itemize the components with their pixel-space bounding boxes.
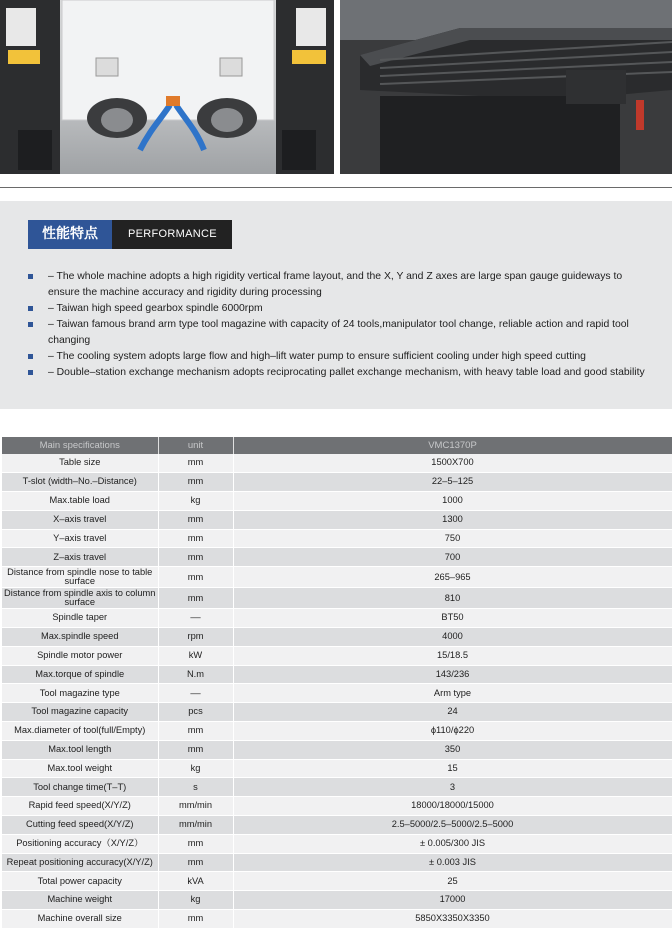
spec-name: Machine overall size [2,910,158,929]
spec-value: 15/18.5 [233,646,672,665]
table-row [2,722,672,741]
spec-value: ± 0.003 JIS [233,853,672,872]
spec-unit: mm [158,834,233,853]
spec-unit: –– [158,609,233,628]
table-row [2,853,672,872]
table-row [2,740,672,759]
spec-name: Total power capacity [2,872,158,891]
spec-unit: kVA [158,872,233,891]
table-row [2,872,672,891]
spec-value: ± 0.005/300 JIS [233,834,672,853]
table-row [2,454,672,473]
spindle-photo [0,0,334,174]
table-row [2,628,672,647]
spec-name: Spindle motor power [2,646,158,665]
spec-value: Arm type [233,684,672,703]
spec-unit: kg [158,759,233,778]
spec-value: 350 [233,740,672,759]
table-row [2,834,672,853]
spec-name: X–axis travel [2,510,158,529]
spec-value: 143/236 [233,665,672,684]
table-row [2,510,672,529]
spec-name: Distance from spindle nose to table surface [2,567,158,588]
spec-unit: kg [158,492,233,511]
pallet-illustration [340,0,672,174]
spec-name: Distance from spindle axis to column surface [2,588,158,609]
spec-name: Max.tool length [2,740,158,759]
table-row [2,473,672,492]
table-row [2,759,672,778]
spec-value: 24 [233,703,672,722]
performance-section [0,201,672,409]
spec-value: 810 [233,588,672,609]
spec-value: 18000/18000/15000 [233,797,672,816]
spec-name: Cutting feed speed(X/Y/Z) [2,816,158,835]
spec-value: 265–965 [233,567,672,588]
spec-unit: pcs [158,703,233,722]
spec-name: Y–axis travel [2,529,158,548]
spec-name: Tool magazine type [2,684,158,703]
spec-unit: mm [158,567,233,588]
table-row [2,684,672,703]
performance-title-cn: 性能特点 [28,220,112,249]
spec-value: 15 [233,759,672,778]
spec-name: Positioning accuracy（X/Y/Z） [2,834,158,853]
spec-unit: mm/min [158,816,233,835]
spec-name: Max.table load [2,492,158,511]
spec-unit: mm [158,473,233,492]
spec-name: Spindle taper [2,609,158,628]
spec-value: 17000 [233,891,672,910]
table-row [2,778,672,797]
spec-value: BT50 [233,609,672,628]
spec-unit: mm/min [158,797,233,816]
spec-name: Tool magazine capacity [2,703,158,722]
spec-value: ϕ110/ϕ220 [233,722,672,741]
spec-name: Tool change time(T–T) [2,778,158,797]
table-row [2,816,672,835]
spec-value: 22–5–125 [233,473,672,492]
spec-value: 25 [233,872,672,891]
spec-name: Max.diameter of tool(full/Empty) [2,722,158,741]
performance-item: – The whole machine adopts a high rigidity vertical frame layout, and the X, Y and Z axes are large span gauge guideways to ensure the machine accuracy and rigidity during processing [28,269,650,301]
spec-name: Max.tool weight [2,759,158,778]
spec-value: 1500X700 [233,454,672,473]
spec-name: Rapid feed speed(X/Y/Z) [2,797,158,816]
table-row [2,910,672,929]
spec-value: 4000 [233,628,672,647]
spec-value: 3 [233,778,672,797]
table-row [2,609,672,628]
spec-unit: mm [158,588,233,609]
table-row [2,646,672,665]
spec-value: 2.5–5000/2.5–5000/2.5–5000 [233,816,672,835]
spec-unit: mm [158,722,233,741]
spindle-illustration [0,0,334,174]
performance-item: – Taiwan famous brand arm type tool magazine with capacity of 24 tools,manipulator tool change, reliable action and rapid tool changing [28,317,650,349]
spec-unit: s [158,778,233,797]
spec-name: Repeat positioning accuracy(X/Y/Z) [2,853,158,872]
spec-header-model: VMC1370P [233,437,672,454]
table-row [2,567,672,588]
pallet-photo [340,0,672,174]
spec-table [2,437,672,929]
spec-name: Table size [2,454,158,473]
spec-unit: mm [158,510,233,529]
spec-unit: –– [158,684,233,703]
table-row [2,548,672,567]
section-divider [0,187,672,188]
spec-name: Z–axis travel [2,548,158,567]
table-row [2,665,672,684]
spec-name: Max.torque of spindle [2,665,158,684]
spec-value: 1300 [233,510,672,529]
spec-unit: kW [158,646,233,665]
performance-title-en: PERFORMANCE [112,220,232,249]
spec-header-name: Main specifications [2,437,158,454]
spec-unit: mm [158,529,233,548]
spec-value: 5850X3350X3350 [233,910,672,929]
spec-value: 700 [233,548,672,567]
table-row [2,797,672,816]
spec-table-body [2,454,672,928]
spec-unit: N.m [158,665,233,684]
performance-item: – Double–station exchange mechanism adopts reciprocating pallet exchange mechanism, with heavy table load and good stability [28,365,650,381]
spec-unit: mm [158,853,233,872]
product-photos [0,0,672,174]
spec-unit: rpm [158,628,233,647]
spec-value: 1000 [233,492,672,511]
table-row [2,891,672,910]
spec-unit: mm [158,740,233,759]
spec-name: Machine weight [2,891,158,910]
spec-name: Max.spindle speed [2,628,158,647]
spec-unit: mm [158,454,233,473]
spec-unit: kg [158,891,233,910]
spec-unit: mm [158,548,233,567]
performance-list [28,269,650,381]
table-row [2,703,672,722]
table-row [2,588,672,609]
table-row [2,529,672,548]
spec-value: 750 [233,529,672,548]
performance-item: – The cooling system adopts large flow and high–lift water pump to ensure sufficient cooling under high speed cutting [28,349,650,365]
performance-item: – Taiwan high speed gearbox spindle 6000rpm [28,301,650,317]
table-row [2,492,672,511]
spec-unit: mm [158,910,233,929]
spec-header-unit: unit [158,437,233,454]
spec-name: T-slot (width–No.–Distance) [2,473,158,492]
spec-header-row [2,437,672,454]
